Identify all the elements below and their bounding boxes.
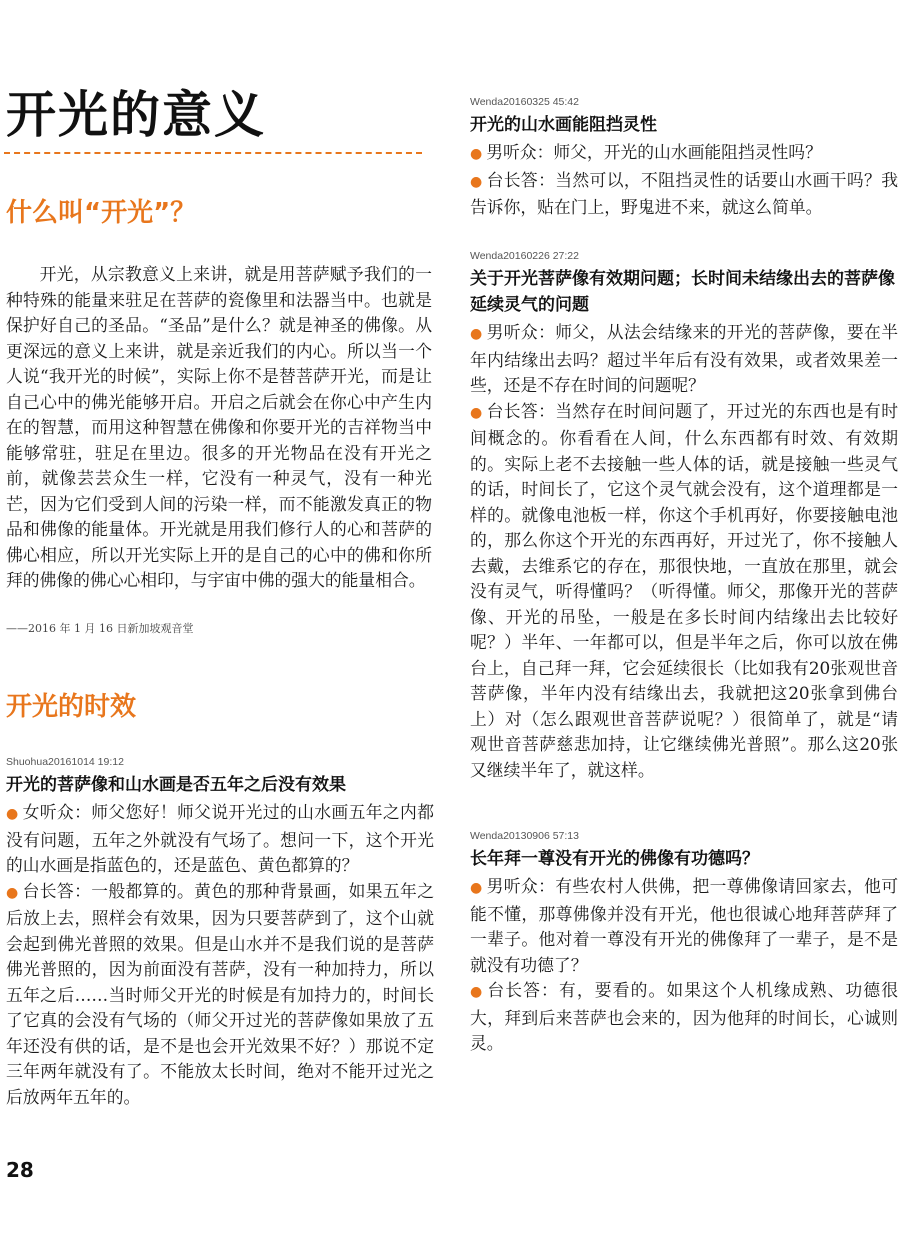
- qa-question: [470, 874, 898, 978]
- qa-question-text: 男听众：师父，从法会结缘来的开光的菩萨像，要在半年内结缘出去吗？超过半年后有没有效果，或者效果差一些，还是不存在时间的问题呢？: [470, 322, 898, 395]
- qa-title: 开光的山水画能阻挡灵性: [470, 115, 657, 135]
- qa-answer-text: 台长答：有，要看的。如果这个人机缘成熟、功德很大，拜到后来菩萨也会来的，因为他拜的时间长，心诚则灵。: [470, 980, 898, 1053]
- qa-meta: Wenda20160325 45:42: [470, 96, 579, 108]
- title-dashed-divider: [4, 152, 422, 154]
- bullet-icon: ●: [470, 173, 483, 190]
- page-title: 开光的意义: [6, 86, 266, 144]
- qa-answer-text: 台长答：当然可以，不阻挡灵性的话要山水画干吗？我告诉你，贴在门上，野鬼进不来，就这么简单。: [470, 169, 898, 217]
- bullet-icon: ●: [470, 880, 483, 896]
- qa-meta: Shuohua20161014 19:12: [6, 756, 124, 768]
- intro-source-note: ——2016 年 1 月 16 日新加坡观音堂: [6, 622, 194, 635]
- qa-answer-text: 台长答：一般都算的。黄色的那种背景画，如果五年之后放上去，照样会有效果，因为只要菩萨到了，这个山就会起到佛光普照的效果。但是山水并不是我们说的是菩萨佛光普照的，因为前面没有菩萨，没有一种加持力，所以五年之后……当时师父开光的时候是有加持力的，时间长了它真的会没有气场的（师父开过光的菩萨像如果放了五年还没有供的话，是不是也会开光效果不好？）那说不定三年两年就没有了。不能放太长时间，绝对不能开过光之后放两年五年的。: [6, 880, 434, 1107]
- bullet-icon: ●: [470, 404, 483, 421]
- qa-title: 关于开光菩萨像有效期问题；长时间未结缘出去的菩萨像延续灵气的问题: [470, 269, 895, 315]
- qa-title: 开光的菩萨像和山水画是否五年之后没有效果: [6, 775, 346, 795]
- section-heading-what-is-kaiguang: 什么叫“开光”？: [6, 198, 197, 228]
- bullet-icon: ●: [6, 884, 19, 901]
- qa-title: 长年拜一尊没有开光的佛像有功德吗？: [470, 849, 759, 869]
- qa-answer: [470, 399, 898, 784]
- qa-block-painting-five-years: [6, 756, 434, 1110]
- qa-answer: [6, 879, 434, 1111]
- qa-block-validity-period: [470, 250, 898, 783]
- qa-answer: [470, 168, 898, 221]
- qa-question-text: 男听众：有些农村人供佛，把一尊佛像请回家去，他可能不懂，那尊佛像并没有开光，他也很诚心地拜菩萨拜了一辈子。他对着一尊没有开光的佛像拜了一辈子，是不是就没有功德了？: [470, 876, 898, 975]
- qa-answer-text: 台长答：当然存在时间问题了，开过光的东西也是有时间概念的。你看看在人间，什么东西都有时效、有效期的。实际上老不去接触一些人体的话，就是接触一些灵气的话，时间长了，它这个灵气就会没有，这个道理都是一样的。就像电池板一样，你这个手机再好，你要接触电池的，那么你这个开光的东西再好，开过光了，你不接触人去戴，去维系它的存在，那很快地，一直放在那里，就会没有灵气，听得懂吗？（听得懂。师父，那像开光的菩萨像、开光的吊坠，一般是在多长时间内结缘出去比较好呢？）半年、一年都可以，但是半年之后，你可以放在佛台上，自己拜一拜，它会延续很长（比如我有20张观世音菩萨像，半年内没有结缘出去，我就把这20张拿到佛台上）对（怎么跟观世音菩萨说呢？）很简单了，就是“请观世音菩萨慈悲加持，让它继续佛光普照”。那么这20张又继续半年了，就这样。: [470, 400, 898, 780]
- qa-question: [470, 320, 898, 399]
- qa-meta: Wenda20130906 57:13: [470, 830, 579, 842]
- qa-block-unconsecrated-statue: [470, 830, 898, 1057]
- section-heading-validity: 开光的时效: [6, 692, 137, 722]
- bullet-icon: ●: [6, 806, 19, 822]
- qa-question-text: 女听众：师父您好！师父说开光过的山水画五年之内都没有问题，五年之外就没有气场了。想问一下，这个开光的山水画是指蓝色的，还是蓝色、黄色都算的？: [6, 802, 434, 875]
- bullet-icon: ●: [470, 326, 483, 342]
- qa-question: [470, 140, 898, 168]
- intro-paragraph: 开光，从宗教意义上来讲，就是用菩萨赋予我们的一种特殊的能量来驻足在菩萨的瓷像里和法器当中。也就是保护好自己的圣品。“圣品”是什么？就是神圣的佛像。从更深远的意义上来讲，就是亲近我们的内心。所以当一个人说“我开光的时候”，实际上你不是替菩萨开光，而是让自己心中的佛光能够开启。开启之后就会在你心中产生内在的智慧，而用这种智慧在佛像和你要开光的吉祥物当中能够常驻，驻足在里边。很多的开光物品在没有开光之前，就像芸芸众生一样，它没有一种灵气，没有一种光芒，因为它们受到人间的污染一样，而不能激发真正的物品和佛像的能量体。开光就是用我们修行人的心和菩萨的佛心相应，所以开光实际上开的是自己的心中的佛和你所拜的佛像的佛心心相印，与宇宙中佛的强大的能量相合。: [6, 264, 432, 590]
- qa-meta: Wenda20160226 27:22: [470, 250, 579, 262]
- page-number: 28: [6, 1158, 34, 1182]
- qa-question-text: 男听众：师父，开光的山水画能阻挡灵性吗？: [486, 142, 822, 162]
- qa-answer: [470, 978, 898, 1057]
- bullet-icon: ●: [470, 984, 484, 1000]
- bullet-icon: ●: [470, 146, 483, 162]
- qa-question: [6, 800, 434, 879]
- qa-block-block-spirits: [470, 96, 898, 221]
